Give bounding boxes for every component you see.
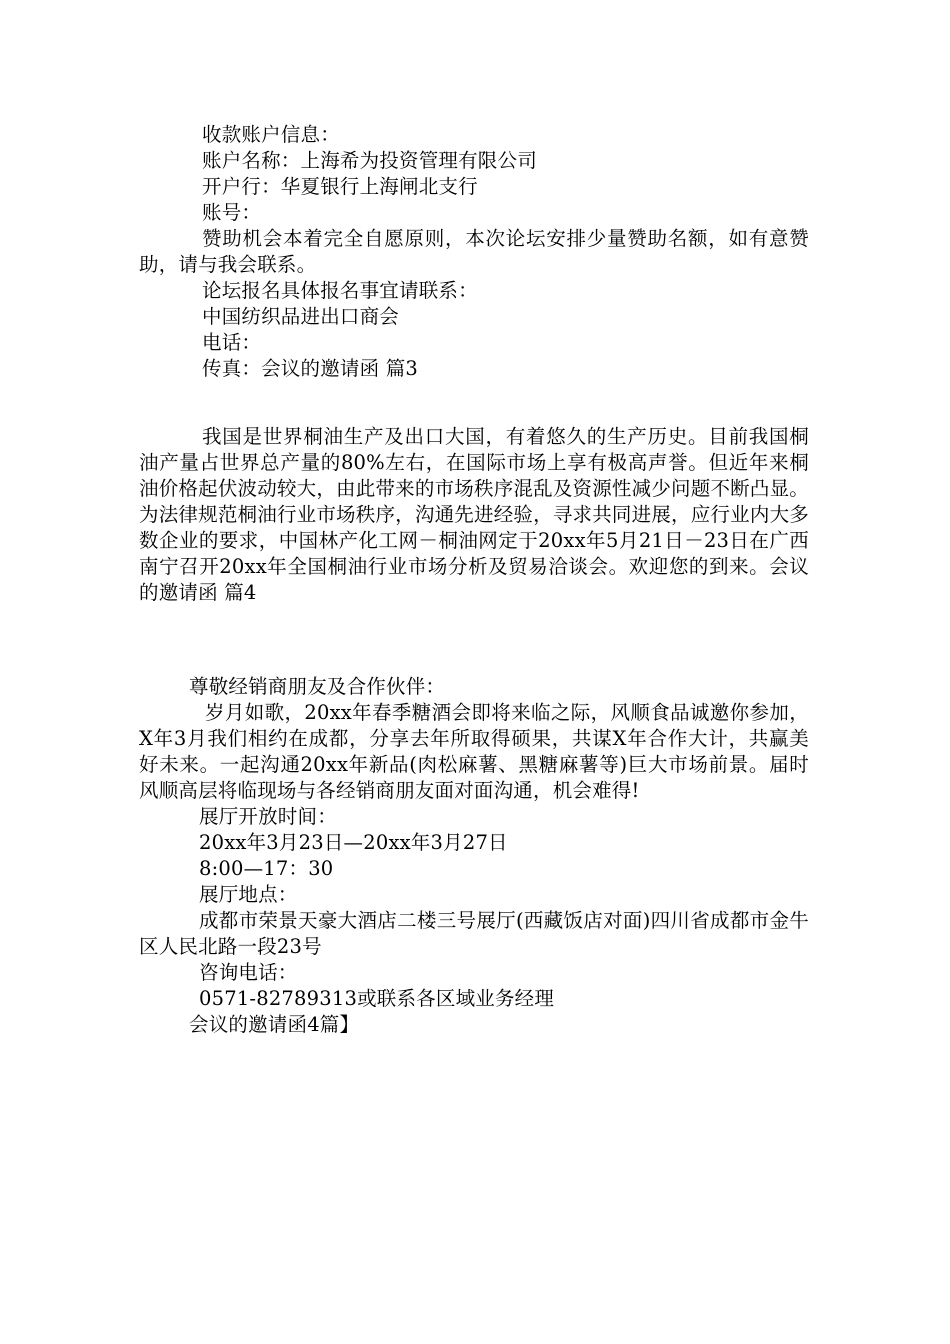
fax-line: 传真：会议的邀请函 篇3 (202, 357, 419, 380)
invitation-body: 岁月如歌，20xx年春季糖酒会即将来临之际，风顺食品诚邀你参加，X年3月我们相约在成都，分享去年所取得硕果，共谋X年合作大计，共赢美好未来。一起沟通20xx年新品(肉松麻薯、黑糖麻薯等)巨大市场前景。届时风顺高层将临现场与各经销商朋友面对面沟通，机会难得! (139, 701, 809, 802)
hall-location-label: 展厅地点： (199, 883, 298, 906)
closing-line: 会议的邀请函4篇】 (189, 1013, 360, 1036)
payment-account-heading: 收款账户信息： (202, 123, 340, 146)
section-invitation (139, 674, 809, 1038)
hall-time: 8:00—17：30 (199, 857, 334, 880)
section-payment-info (139, 122, 809, 382)
hall-hours-label: 展厅开放时间： (199, 805, 337, 828)
registration-contact-line: 论坛报名具体报名事宜请联系： (202, 279, 478, 302)
account-number-line: 账号： (202, 201, 262, 224)
consult-label: 咨询电话： (199, 961, 298, 984)
phone-line: 电话： (202, 331, 262, 354)
tung-oil-paragraph: 我国是世界桐油生产及出口大国，有着悠久的生产历史。目前我国桐油产量占世界总产量的80%左右，在国际市场上享有极高声誉。但近年来桐油价格起伏波动较大，由此带来的市场秩序混乱及资源性减少问题不断凸显。为法律规范桐油行业市场秩序，沟通先进经验，寻求共同进展，应行业内大多数企业的要求，中国林产化工网－桐油网定于20xx年5月21日－23日在广西南宁召开20xx年全国桐油行业市场分析及贸易洽谈会。欢迎您的到来。会议的邀请函 篇4 (139, 425, 809, 604)
consult-phone: 0571-82789313或联系各区域业务经理 (199, 987, 555, 1010)
greeting-line: 尊敬经销商朋友及合作伙伴： (189, 675, 446, 698)
account-name-line: 账户名称：上海希为投资管理有限公司 (202, 149, 537, 172)
hall-location: 成都市荣景天豪大酒店二楼三号展厅(西藏饭店对面)四川省成都市金牛区人民北路一段23号 (139, 909, 809, 958)
organization-line: 中国纺织品进出口商会 (202, 305, 400, 328)
section-tung-oil (139, 424, 809, 606)
bank-line: 开户行：华夏银行上海闸北支行 (202, 175, 478, 198)
sponsorship-paragraph: 赞助机会本着完全自愿原则，本次论坛安排少量赞助名额，如有意赞助，请与我会联系。 (139, 227, 809, 276)
hall-dates: 20xx年3月23日—20xx年3月27日 (199, 831, 508, 854)
